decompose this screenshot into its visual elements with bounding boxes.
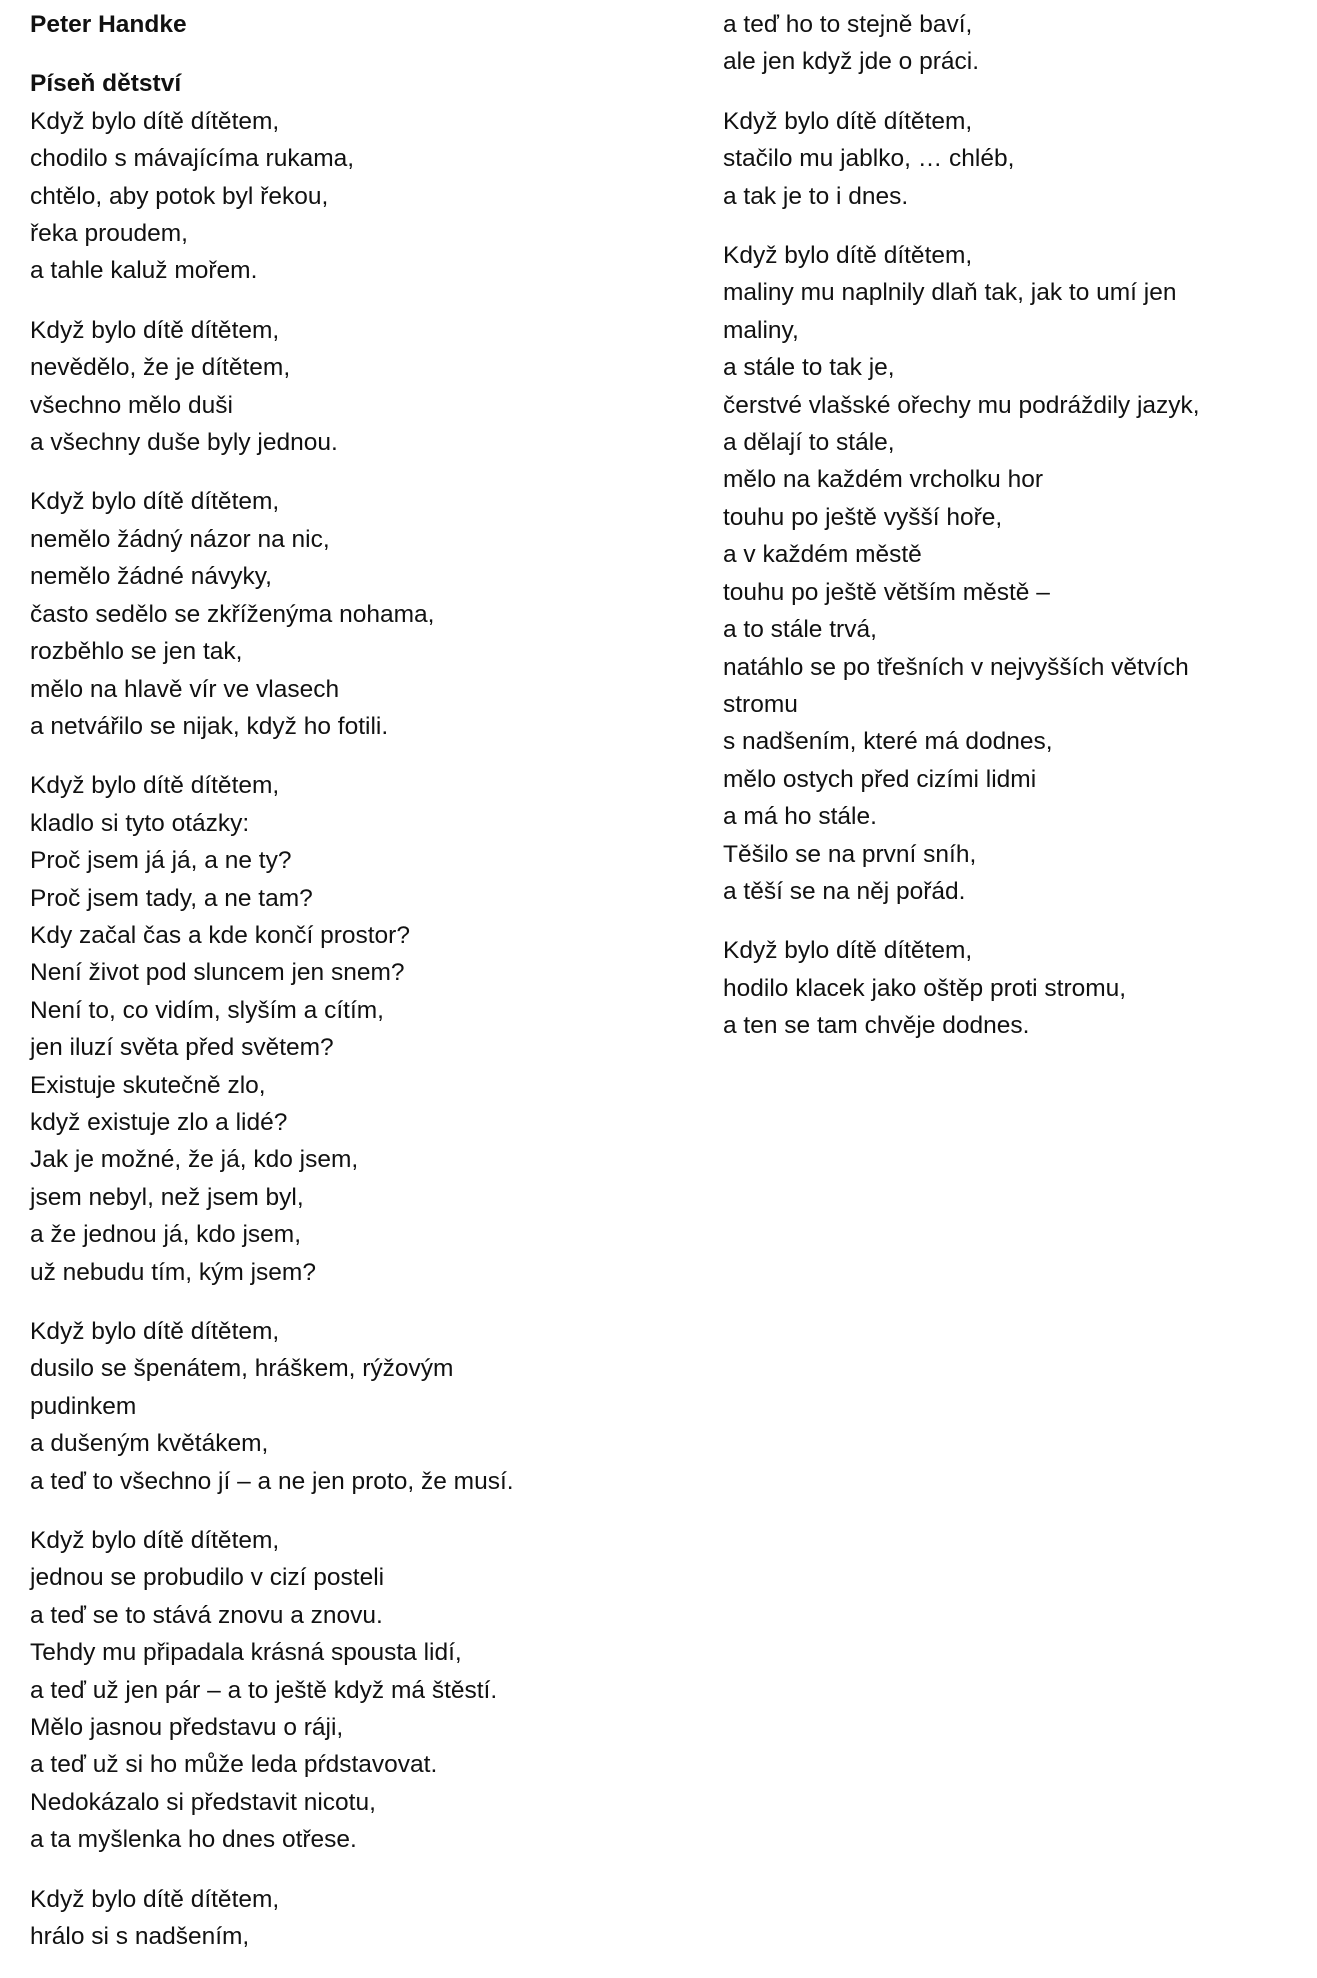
poem-line: a ta myšlenka ho dnes otřese. — [30, 1826, 357, 1854]
poem-line: Kdy začal čas a kde končí prostor? — [30, 921, 410, 949]
poem-line: jednou se probudilo v cizí posteli — [30, 1564, 385, 1592]
poem-line: mělo na každém vrcholku hor — [723, 466, 1044, 494]
poem-line: pudinkem — [30, 1392, 137, 1420]
poem-line: chtělo, aby potok byl řekou, — [30, 182, 329, 210]
poem-line: a tak je to i dnes. — [723, 182, 909, 210]
stanza — [30, 312, 670, 462]
poem-line: už nebudu tím, kým jsem? — [30, 1258, 316, 1286]
poem-line: když existuje zlo a lidé? — [30, 1108, 288, 1136]
poem-line: stačilo mu jablko, … chléb, — [723, 145, 1015, 173]
poem-line: touhu po ještě větším městě – — [723, 578, 1050, 606]
poem-line: jsem nebyl, než jsem byl, — [30, 1183, 304, 1211]
poem-line: natáhlo se po třešních v nejvyšších větvích — [723, 653, 1189, 681]
poem-line: Když bylo dítě dítětem, — [30, 1885, 280, 1913]
poem-line: Když bylo dítě dítětem, — [30, 488, 280, 516]
poem-line: nevědělo, že je dítětem, — [30, 354, 291, 382]
poem-line: Není to, co vidím, slyším a cítím, — [30, 996, 384, 1024]
poem-line: Když bylo dítě dítětem, — [723, 242, 973, 270]
poem-line: nemělo žádný názor na nic, — [30, 525, 330, 553]
poem-line: Když bylo dítě dítětem, — [30, 1318, 280, 1345]
poem-line: Když bylo dítě dítětem, — [30, 107, 280, 135]
poem-line: a těší se na něj pořád. — [723, 877, 966, 905]
poem-line: Když bylo dítě dítětem, — [30, 772, 280, 800]
poem-line: dusilo se špenátem, hráškem, rýžovým — [30, 1355, 454, 1383]
poem-line: mělo na hlavě vír ve vlasech — [30, 675, 340, 703]
poem-line: s nadšením, které má dodnes, — [723, 728, 1053, 756]
poem-line: a netvářilo se nijak, když ho fotili. — [30, 712, 389, 740]
poem-line: Mělo jasnou představu o ráji, — [30, 1714, 344, 1742]
poem-line: a teď ho to stejně baví, — [723, 11, 973, 38]
poem-line: maliny, — [723, 316, 799, 344]
left-column — [30, 6, 670, 1978]
stanza — [30, 103, 670, 290]
poem-line: a dělají to stále, — [723, 429, 895, 457]
stanza — [30, 1881, 670, 1956]
poem-line: Když bylo dítě dítětem, — [30, 1527, 280, 1555]
poem-line: Proč jsem já já, a ne ty? — [30, 847, 292, 875]
stanza — [30, 767, 670, 1291]
poem-line: a teď už si ho může leda pŕdstavovat. — [30, 1751, 438, 1779]
poem-line: jen iluzí světa před světem? — [30, 1034, 334, 1062]
poem-line: a má ho stále. — [723, 803, 877, 831]
poem-line: Nedokázalo si představit nicotu, — [30, 1788, 376, 1816]
poem-line: mělo ostych před cizími lidmi — [723, 765, 1037, 793]
poem-line: maliny mu naplnily dlaň tak, jak to umí jen — [723, 279, 1177, 307]
poem-line: a tahle kaluž mořem. — [30, 257, 258, 285]
left-stanzas — [30, 103, 670, 1956]
poem-line: řeka proudem, — [30, 220, 188, 248]
poem-line: Tehdy mu připadala krásná spousta lidí, — [30, 1639, 462, 1667]
poem-line: a dušeným květákem, — [30, 1430, 269, 1458]
poem-line: hrálo si s nadšením, — [30, 1923, 250, 1951]
poem-line: Proč jsem tady, a ne tam? — [30, 884, 313, 912]
poem-line: a teď se to stává znovu a znovu. — [30, 1601, 383, 1629]
poem-line: stromu — [723, 690, 798, 718]
poem-line: ale jen když jde o práci. — [723, 48, 980, 76]
poem-line: a teď už jen pár – a to ještě když má štěstí. — [30, 1676, 498, 1704]
right-stanzas — [723, 6, 1313, 1045]
stanza — [30, 1313, 670, 1500]
poem-line: Není život pod sluncem jen snem? — [30, 959, 405, 987]
poem-line: a ten se tam chvěje dodnes. — [723, 1012, 1030, 1040]
poem-line: a to stále trvá, — [723, 616, 877, 644]
poem-line: Existuje skutečně zlo, — [30, 1071, 266, 1099]
stanza — [723, 103, 1313, 215]
poem-line: Jak je možné, že já, kdo jsem, — [30, 1146, 359, 1174]
poem-line: čerstvé vlašské ořechy mu podráždily jazyk, — [723, 391, 1200, 419]
poem-title: Píseň dětství — [30, 70, 182, 98]
poem-line: touhu po ještě vyšší hoře, — [723, 503, 1003, 531]
poem-line: všechno mělo duši — [30, 391, 233, 419]
poem-line: a v každém městě — [723, 541, 922, 569]
stanza — [30, 1522, 670, 1859]
poem-line: Když bylo dítě dítětem, — [723, 107, 973, 135]
poem-line: Když bylo dítě dítětem, — [723, 937, 973, 965]
stanza — [30, 483, 670, 745]
author-name: Peter Handke — [30, 11, 187, 38]
poem-line: a že jednou já, kdo jsem, — [30, 1221, 302, 1249]
poem-line: a teď to všechno jí – a ne jen proto, že musí. — [30, 1467, 514, 1495]
poem-line: často sedělo se zkříženýma nohama, — [30, 600, 435, 628]
poem-line: a stále to tak je, — [723, 354, 895, 382]
right-column — [723, 6, 1313, 1067]
stanza — [723, 932, 1313, 1044]
poem-line: a všechny duše byly jednou. — [30, 429, 338, 457]
poem-line: kladlo si tyto otázky: — [30, 809, 250, 837]
poem-line: Těšilo se na první sníh, — [723, 840, 977, 868]
poem-line: Když bylo dítě dítětem, — [30, 316, 280, 344]
stanza — [723, 237, 1313, 910]
stanza — [723, 6, 1313, 81]
poem-line: rozběhlo se jen tak, — [30, 638, 243, 666]
poem-line: chodilo s mávajícíma rukama, — [30, 145, 355, 173]
poem-line: hodilo klacek jako oštěp proti stromu, — [723, 974, 1127, 1002]
poem-line: nemělo žádné návyky, — [30, 563, 272, 591]
